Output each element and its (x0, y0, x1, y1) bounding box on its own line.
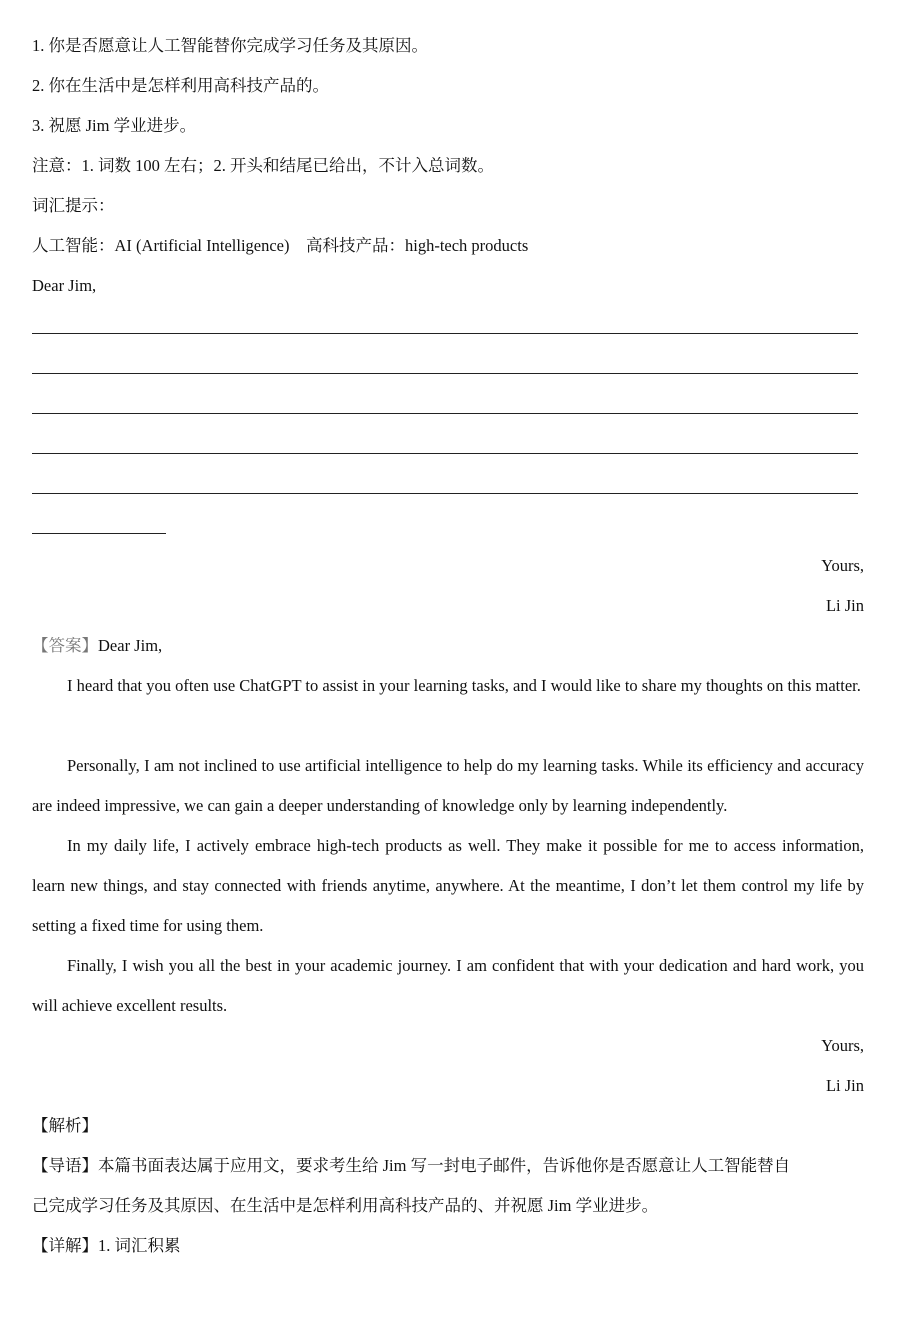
instruction-item-2: 2. 你在生活中是怎样利用高科技产品的。 (32, 76, 329, 95)
writing-line (32, 413, 858, 414)
answer-paragraph-4: Finally, I wish you all the best in your academic journey. I am confident that with your dedication and hard work, you will achieve excellent results. (32, 956, 864, 1015)
guide-label: 【导语】 (32, 1156, 98, 1175)
analysis-title: 【解析】 (32, 1116, 98, 1135)
guide-text: 本篇书面表达属于应用文，要求考生给 Jim 写一封电子邮件，告诉他你是否愿意让人工智能替自 (98, 1156, 791, 1175)
answer-paragraph-2: Personally, I am not inclined to use artificial intelligence to help do my learning tasks. While its efficiency and accuracy are indeed impressive, we can gain a deeper understanding of knowledge only by learning independently. (32, 756, 864, 815)
writing-line (32, 333, 858, 334)
analysis-guide-line-2: 己完成学习任务及其原因、在生活中是怎样利用高科技产品的、并祝愿 Jim 学业进步。 (32, 1196, 659, 1215)
detail-label: 【详解】 (32, 1236, 98, 1255)
answer-signature: Li Jin (825, 1076, 864, 1095)
analysis-detail (32, 1236, 181, 1256)
writing-line (32, 493, 858, 494)
vocab-hints: 人工智能：AI (Artificial Intelligence) 高科技产品：high-tech products (32, 236, 529, 255)
instruction-notes: 注意：1. 词数 100 左右；2. 开头和结尾已给出，不计入总词数。 (32, 156, 494, 175)
template-signature: Li Jin (825, 596, 864, 615)
instruction-item-3: 3. 祝愿 Jim 学业进步。 (32, 116, 197, 135)
writing-line-short (32, 533, 166, 534)
instruction-item-1: 1. 你是否愿意让人工智能替你完成学习任务及其原因。 (32, 36, 428, 55)
writing-line (32, 453, 858, 454)
analysis-guide-line-1 (32, 1156, 790, 1176)
vocab-title: 词汇提示： (32, 196, 115, 215)
template-greeting: Dear Jim, (32, 276, 97, 295)
answer-label: 【答案】 (32, 636, 98, 655)
answer-header (32, 636, 162, 656)
answer-greeting: Dear Jim, (98, 636, 163, 655)
answer-paragraph-1: I heard that you often use ChatGPT to assist in your learning tasks, and I would like to share my thoughts on this matter. (67, 676, 861, 695)
template-closing: Yours, (821, 556, 864, 575)
answer-closing: Yours, (821, 1036, 864, 1055)
answer-paragraph-3: In my daily life, I actively embrace high-tech products as well. They make it possible for me to access information, learn new things, and stay connected with friends anytime, anywhere. At the meantime, I don’t let them control my life by setting a fixed time for using them. (32, 836, 864, 935)
writing-line (32, 373, 858, 374)
detail-text: 1. 词汇积累 (98, 1236, 181, 1255)
